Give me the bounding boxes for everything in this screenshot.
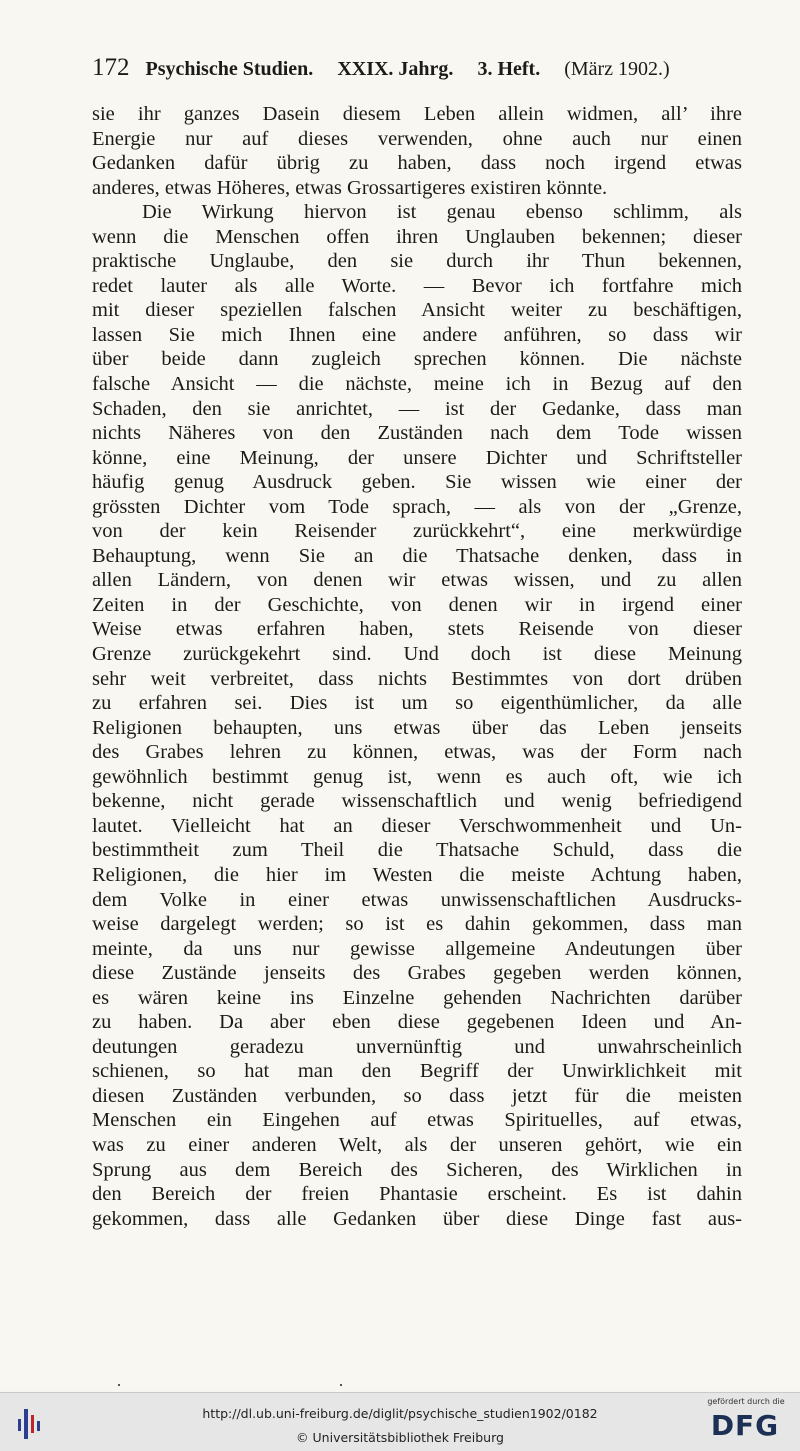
text-line: lassen Sie mich Ihnen eine andere anführen, so dass wir	[92, 323, 742, 346]
text-line: weise dargelegt werden; so ist es dahin gekommen, dass man	[92, 913, 742, 936]
page-number: 172	[92, 54, 130, 81]
text-line: Behauptung, wenn Sie an die Thatsache denken, dass in	[92, 544, 742, 567]
text-line: Religionen behaupten, uns etwas über das Leben jenseits	[92, 716, 742, 739]
text-line: redet lauter als alle Worte. — Bevor ich fortfahre mich	[92, 274, 742, 297]
text-line: lautet. Vielleicht hat an dieser Verschwommenheit und Un-	[92, 814, 742, 837]
text-line: meinte, da uns nur gewisse allgemeine Andeutungen über	[92, 937, 742, 960]
text-line: über beide dann zugleich sprechen können. Die nächste	[92, 348, 742, 371]
text-line: Sprung aus dem Bereich des Sicheren, des Wirklichen in	[92, 1158, 742, 1181]
text-line: gekommen, dass alle Gedanken über diese Dinge fast aus-	[92, 1207, 742, 1230]
running-header	[92, 54, 704, 88]
text-line: allen Ländern, von denen wir etwas wissen, und zu allen	[92, 569, 742, 592]
permalink-url[interactable]: http://dl.ub.uni-freiburg.de/diglit/psychische_studien1902/0182	[202, 1406, 598, 1421]
text-line: bestimmtheit zum Theil die Thatsache Schuld, dass die	[92, 839, 742, 862]
text-line: anderes, etwas Höheres, etwas Grossartigeres existiren könnte.	[92, 176, 608, 199]
text-line: Zeiten in der Geschichte, von denen wir in irgend einer	[92, 593, 742, 616]
text-line: praktische Unglaube, den sie durch ihr Thun bekennen,	[92, 250, 742, 273]
text-line: den Bereich der freien Phantasie erscheint. Es ist dahin	[92, 1183, 742, 1206]
text-line: wenn die Menschen offen ihren Unglauben bekennen; dieser	[92, 225, 742, 248]
body-text	[92, 102, 742, 1231]
text-line: schienen, so hat man den Begriff der Unwirklichkeit mit	[92, 1060, 742, 1083]
text-line: Schaden, den sie anrichtet, — ist der Gedanke, dass man	[92, 397, 742, 420]
text-line: was zu einer anderen Welt, als der unseren gehört, wie ein	[92, 1133, 742, 1156]
copyright-notice: © Universitätsbibliothek Freiburg	[296, 1430, 504, 1445]
text-line: es wären keine ins Einzelne gehenden Nachrichten darüber	[92, 986, 742, 1009]
text-line: Grenze zurückgekehrt sind. Und doch ist diese Meinung	[92, 643, 742, 666]
issue-label: 3. Heft.	[477, 58, 541, 80]
text-line: Weise etwas erfahren haben, stets Reisende von dieser	[92, 618, 742, 641]
text-line: sehr weit verbreitet, dass nichts Bestimmtes von dort drüben	[92, 667, 742, 690]
volume-label: XXIX. Jahrg.	[337, 58, 454, 80]
text-line: dem Volke in einer etwas unwissenschaftlichen Ausdrucks-	[92, 888, 742, 911]
text-line: gewöhnlich bestimmt genug ist, wenn es auch oft, wie ich	[92, 765, 742, 788]
text-line: häufig genug Ausdruck geben. Sie wissen wie einer der	[92, 471, 742, 494]
text-line: zu haben. Da aber eben diese gegebenen Ideen und An-	[92, 1011, 742, 1034]
dfg-logo[interactable]: DFG	[710, 1409, 780, 1442]
text-line: könne, eine Meinung, der unsere Dichter und Schriftsteller	[92, 446, 742, 469]
text-line: des Grabes lehren zu können, etwas, was der Form nach	[92, 741, 742, 764]
text-line: nichts Näheres von den Zuständen nach dem Tode wissen	[92, 422, 742, 445]
page-bottom-mark	[118, 1384, 120, 1386]
text-line: Energie nur auf dieses verwenden, ohne auch nur einen	[92, 127, 742, 150]
text-line: diesen Zuständen verbunden, so dass jetzt für die meisten	[92, 1084, 742, 1107]
text-line: Menschen ein Eingehen auf etwas Spirituelles, auf etwas,	[92, 1109, 742, 1132]
text-line: sie ihr ganzes Dasein diesem Leben allein widmen, all’ ihre	[92, 103, 742, 125]
journal-title: Psychische Studien.	[145, 58, 314, 80]
page-bottom-mark	[340, 1384, 342, 1386]
text-line: bekenne, nicht gerade wissenschaftlich und wenig befriedigend	[92, 790, 742, 813]
text-line: Religionen, die hier im Westen die meiste Achtung haben,	[92, 863, 742, 886]
text-line: falsche Ansicht — die nächste, meine ich in Bezug auf den	[92, 373, 742, 396]
text-line: deutungen geradezu unvernünftig und unwahrscheinlich	[92, 1035, 742, 1058]
text-line: von der kein Reisender zurückkehrt“, eine merkwürdige	[92, 520, 742, 543]
viewer-footer	[0, 1392, 800, 1451]
issue-date: (März 1902.)	[564, 58, 670, 80]
text-line: Gedanken dafür übrig zu haben, dass noch irgend etwas	[92, 152, 742, 175]
text-line: Die Wirkung hiervon ist genau ebenso schlimm, als	[142, 201, 742, 224]
text-line: mit dieser speziellen falschen Ansicht weiter zu beschäftigen,	[92, 299, 742, 322]
text-line: diese Zustände jenseits des Grabes gegeben werden können,	[92, 962, 742, 985]
text-line: grössten Dichter vom Tode sprach, — als von der „Grenze,	[92, 495, 742, 518]
funding-note: gefördert durch die	[707, 1397, 785, 1406]
text-line: zu erfahren sei. Dies ist um so eigenthümlicher, da alle	[92, 692, 742, 715]
